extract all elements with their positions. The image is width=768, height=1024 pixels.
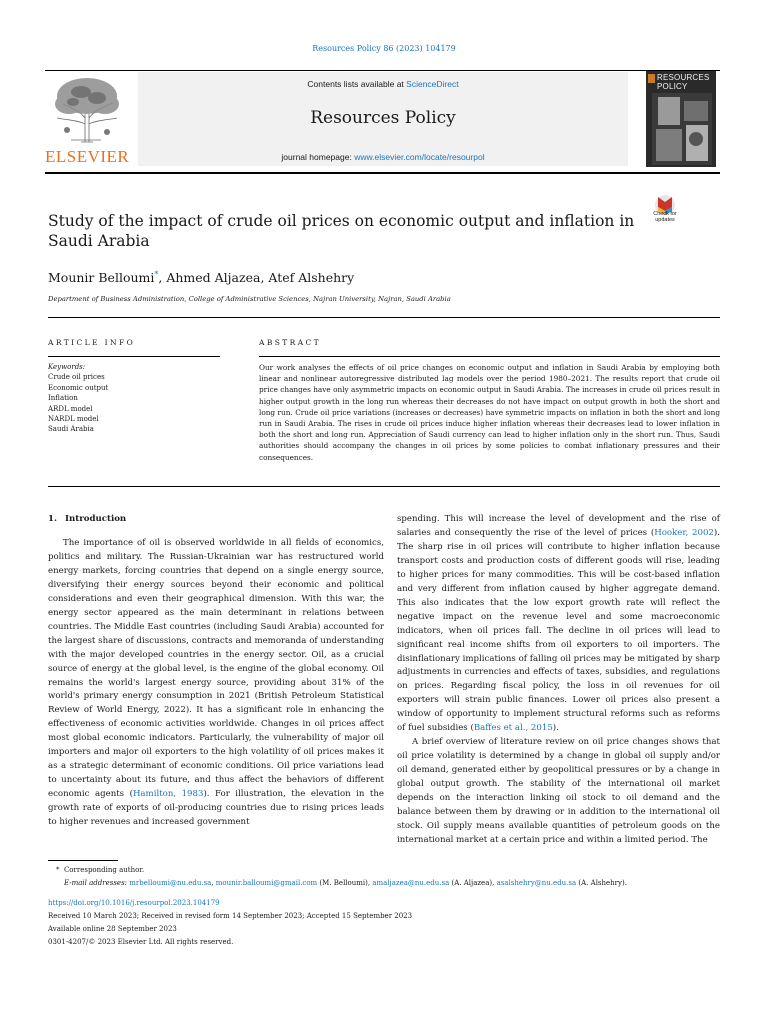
body-paragraph: The importance of oil is observed worldwide in all fields of economics, politics and military. The Russian-Ukrainian war has restructured world energy markets, forcing countries that depend on a single energy source, diversifying their energy sources beyond their economic and political considerations and even their geographical dimension. With this war, the energy sector appeared as the main determinant in relations between countries. The Middle East countries (including Saudi Arabia) accounted for the largest share of discussions, contracts and memoranda of understanding with the major developed countries in the energy sector. Oil, as a crucial source of energy at the global level, is the engine of the global economy. Oil remains the world's largest energy source, providing about 31% of the world's primary energy consumption in 2021 (British Petroleum Statistical Review of World Energy, 2022). It has a significant role in enhancing the effectiveness of economic activities worldwide. Changes in oil prices affect most global economic indicators. Particularly, the vulnerability of major oil importers and major oil exporters to the high volatility of oil prices makes it as a strategic determinant of economic conditions. Oil price variations lead to uncertainty about its future, and thus affect the behaviors of different economic agents (Hamilton, 1983). For illustration, the elevation in the growth rate of exports of oil-producing countries due to rising prices leads to higher revenues and increased government xyxy=(48,538,384,828)
doi-link[interactable]: https://doi.org/10.1016/j.resourpol.2023.104179 xyxy=(48,899,220,907)
elsevier-wordmark: ELSEVIER xyxy=(45,147,130,166)
available-online-date: Available online 28 September 2023 xyxy=(48,925,177,933)
article-title: Study of the impact of crude oil prices on economic output and inflation in Saudi Arabia xyxy=(48,212,635,250)
sciencedirect-link[interactable]: ScienceDirect xyxy=(406,79,459,89)
affiliation: Department of Business Administration, College of Administrative Sciences, Najran University, Najran, Saudi Arabia xyxy=(48,295,451,303)
citation-link[interactable]: Hooker, 2002 xyxy=(654,527,714,538)
keywords-list xyxy=(48,362,248,435)
email-link[interactable]: mounir.balloumi@gmail.com xyxy=(215,879,318,887)
section-heading-introduction: 1. Introduction xyxy=(48,514,127,524)
abstract-rule xyxy=(259,356,720,357)
author-alshehry: , Atef Alshehry xyxy=(260,270,355,286)
email-addresses: E-mail addresses: mrbelloumi@nu.edu.sa, mounir.balloumi@gmail.com (M. Belloumi), amaljazea@nu.edu.sa (A. Aljazea), asalshehry@nu.edu.sa (A. Alshehry). xyxy=(64,879,627,887)
masthead-bottom-rule xyxy=(45,172,720,174)
author-belloumi: Mounir Belloumi xyxy=(48,270,155,286)
body-paragraph: spending. This will increase the level of development and the rise of salaries and consequently the rise of the level of prices (Hooker, 2002). The sharp rise in oil prices will contribute to higher inflation because transport costs and production costs of different goods will rise, leading to higher prices for many commodities. This will be cost-based inflation and very different from inflation caused by higher aggregate demand. This also indicates that the low export growth rate will reflect the negative impact on the revenue level and some macroeconomic indicators, when oil prices fall. The decline in oil prices will lead to significant real income shifts from oil exporters to oil importers. The disinflationary implications of falling oil prices may be mitigated by sharp adjustments in currencies and effects of taxes, subsidies, and regulations on prices. Regarding fiscal policy, the loss in oil revenues for oil exporters will strain public finances. Lower oil prices also present a window of opportunity to implement structural reforms such as reforms of fuel subsidies (Baffes et al., 2015). xyxy=(397,514,720,734)
info-top-rule xyxy=(48,317,720,318)
body-paragraph: A brief overview of literature review on oil price changes shows that oil price volatility is determined by a change in global oil supply and/or oil demand, generated either by geopolitical pressures or by a change in global output growth. The stability of the international oil market depends on the interaction linking oil stock to oil demand and the balance between them by drawing or in addition to the international oil stock. Oil supply means available quantities of petroleum goods on the international market at a certain price and within a limited period. The xyxy=(397,737,720,845)
keyword-item: Economic output xyxy=(48,383,109,392)
cover-title: RESOURCES POLICY xyxy=(657,73,710,91)
abstract-heading: ABSTRACT xyxy=(259,338,322,347)
copyright: 0301-4207/© 2023 Elsevier Ltd. All rights reserved. xyxy=(48,938,234,946)
keyword-item: Crude oil prices xyxy=(48,373,105,382)
abstract-text: Our work analyses the effects of oil price changes on economic output and inflation in Saudi Arabia by employing both linear and nonlinear autoregressive distributed lag models over the period 1980–2021. The results report that crude oil price changes have only asymmetric impacts on economic output in Saudi Arabia. The increases in crude oil prices result in higher output growth in the long run whereas their decreases do not have impact on output growth in both the short and long run. Crude oil price variations (increases or decreases) have symmetric impacts on inflation in both the short and long run in Saudi Arabia. The rises in crude oil prices induce higher inflation whereas their decreases lead to lower inflation in both the short and long run. Appreciation of Saudi currency can lead to higher inflation only in the short run. Thus, Saudi authorities should accompany the changes in oil prices by some policies to combat inflationary pressures and their consequences. xyxy=(259,363,720,462)
body-left-column xyxy=(48,513,384,830)
abstract-bottom-rule xyxy=(48,486,720,487)
body-right-column xyxy=(397,513,720,848)
citation-link[interactable]: Baffes et al., 2015 xyxy=(473,723,553,734)
received-dates: Received 10 March 2023; Received in revised form 14 September 2023; Accepted 15 September 2023 xyxy=(48,912,413,920)
keyword-item: NARDL model xyxy=(48,415,99,424)
corresponding-author-note: * Corresponding author. xyxy=(56,866,145,874)
homepage-line: journal homepage: www.elsevier.com/locate/resourpol xyxy=(281,152,485,162)
keywords-label: Keywords: xyxy=(48,363,86,371)
author-aljazea: , Ahmed Aljazea xyxy=(158,270,261,286)
journal-name: Resources Policy xyxy=(310,108,456,128)
elsevier-tree-icon xyxy=(51,74,123,144)
authors xyxy=(48,270,354,285)
corresponding-author-mark[interactable]: * xyxy=(154,270,159,279)
citation-link[interactable]: Hamilton, 1983 xyxy=(132,789,204,800)
elsevier-logo[interactable] xyxy=(45,74,129,166)
keyword-item: ARDL model xyxy=(48,404,93,413)
contents-line: Contents lists available at ScienceDirect xyxy=(307,79,459,89)
journal-homepage-link[interactable]: www.elsevier.com/locate/resourpol xyxy=(354,152,485,162)
email-link[interactable]: mrbelloumi@nu.edu.sa xyxy=(129,879,212,887)
journal-cover[interactable] xyxy=(646,71,716,167)
footnote-rule xyxy=(48,860,118,861)
cover-image xyxy=(652,93,712,165)
email-link[interactable]: amaljazea@nu.edu.sa xyxy=(372,879,450,887)
crossmark-label[interactable]: Check for updates xyxy=(653,211,677,223)
journal-citation[interactable]: Resources Policy 86 (2023) 104179 xyxy=(312,44,456,53)
keyword-item: Inflation xyxy=(48,394,78,403)
keyword-item: Saudi Arabia xyxy=(48,425,94,434)
email-link[interactable]: asalshehry@nu.edu.sa xyxy=(496,879,577,887)
article-info-rule xyxy=(48,356,220,357)
masthead-top-rule xyxy=(45,70,720,71)
cover-elsevier-icon xyxy=(648,74,655,83)
article-info-heading: ARTICLE INFO xyxy=(48,338,136,347)
